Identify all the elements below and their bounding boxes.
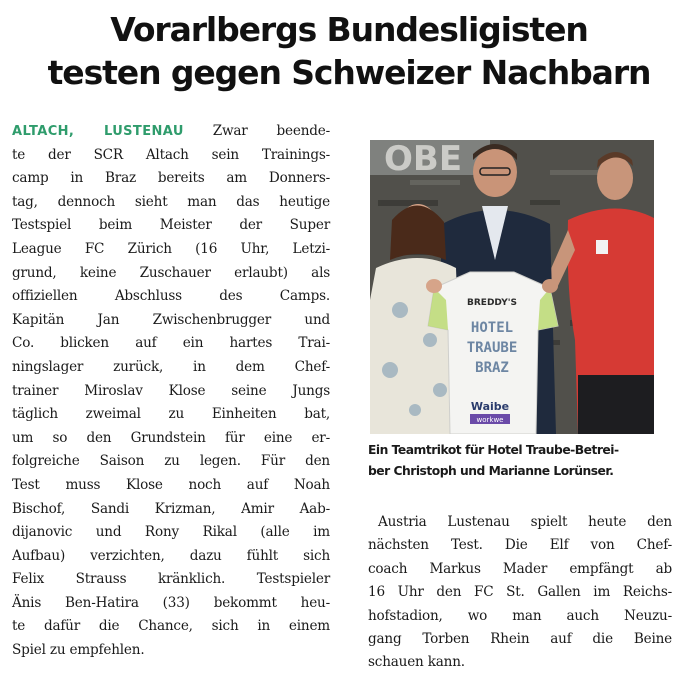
shirt-text: BRAZ bbox=[475, 360, 509, 376]
text-line: dijanovic und Rony Rikal (alle im bbox=[12, 524, 330, 541]
shirt-text: HOTEL bbox=[470, 320, 514, 336]
photo-caption bbox=[368, 440, 668, 482]
text-line: Test muss Klose noch auf Noah bbox=[12, 476, 330, 493]
shirt-sponsor-bottom-badge: workwe bbox=[476, 416, 504, 424]
text-line: täglich zweimal zu Einheiten bat, bbox=[12, 406, 330, 423]
text-line: Felix Strauss kränklich. Testspieler bbox=[12, 571, 330, 588]
text-line: grund, keine Zuschauer erlaubt) als bbox=[12, 264, 330, 281]
shirt-sponsor-top: BREDDY'S bbox=[467, 298, 517, 308]
shirt-sponsor-bottom: Waibe bbox=[470, 400, 510, 413]
text-line: ALTACH, LUSTENAU Zwar beende- bbox=[12, 123, 330, 139]
text-line: ningslager zurück, in dem Chef- bbox=[12, 358, 330, 375]
text-line: tag, dennoch sieht man das heutige bbox=[12, 193, 330, 210]
caption-line: Ein Teamtrikot für Hotel Traube-Betrei- bbox=[368, 443, 619, 457]
text-line: Änis Ben-Hatira (33) bekommt heu- bbox=[12, 594, 330, 611]
caption-line: ber Christoph und Marianne Lorünser. bbox=[368, 464, 614, 478]
text-line: schauen kann. bbox=[368, 654, 465, 671]
text-line: trainer Miroslav Klose seine Jungs bbox=[12, 382, 330, 399]
shirt-text: TRAUBE bbox=[466, 340, 518, 356]
text-line: hofstadion, wo man auch Neuzu- bbox=[368, 607, 672, 624]
text-line: camp in Braz bereits am Donners- bbox=[12, 170, 330, 187]
text-line: Kapitän Jan Zwischenbrugger und bbox=[12, 311, 330, 328]
wall-lettering: OBE bbox=[384, 140, 463, 179]
text-line: nächsten Test. Die Elf von Chef- bbox=[368, 537, 672, 554]
left-column-text bbox=[12, 120, 330, 663]
headline-line: Vorarlbergs Bundesligisten bbox=[110, 10, 588, 49]
text-line: offiziellen Abschluss des Camps. bbox=[12, 288, 330, 305]
text-line: te der SCR Altach sein Trainings- bbox=[12, 146, 330, 163]
text-line: Spiel zu empfehlen. bbox=[12, 642, 145, 659]
text-line: League FC Zürich (16 Uhr, Letzi- bbox=[12, 240, 330, 257]
team-shirt-photo bbox=[370, 140, 654, 434]
text-line: 16 Uhr den FC St. Gallen im Reichs- bbox=[368, 584, 672, 601]
text-line: Co. blicken auf ein hartes Trai- bbox=[12, 335, 330, 352]
photo-illustration bbox=[370, 140, 654, 434]
text-line: folgreiche Saison zu legen. Für den bbox=[12, 453, 330, 470]
right-column-text bbox=[368, 511, 672, 675]
text-line: Bischof, Sandi Krizman, Amir Aab- bbox=[12, 500, 330, 517]
text-line: te dafür die Chance, sich in einem bbox=[12, 618, 330, 635]
headline bbox=[0, 8, 698, 94]
text-line: coach Markus Mader empfängt ab bbox=[368, 560, 672, 577]
text-line: gang Torben Rhein auf die Beine bbox=[368, 631, 672, 648]
kicker-location: ALTACH, LUSTENAU bbox=[12, 124, 184, 139]
text-line: Aufbau) verzichten, dazu fühlt sich bbox=[12, 547, 330, 564]
text-line: Austria Lustenau spielt heute den bbox=[378, 514, 672, 530]
text-line: um so den Grundstein für eine er- bbox=[12, 429, 330, 446]
text-line: Testspiel beim Meister der Super bbox=[12, 217, 330, 234]
headline-line: testen gegen Schweizer Nachbarn bbox=[47, 53, 651, 92]
